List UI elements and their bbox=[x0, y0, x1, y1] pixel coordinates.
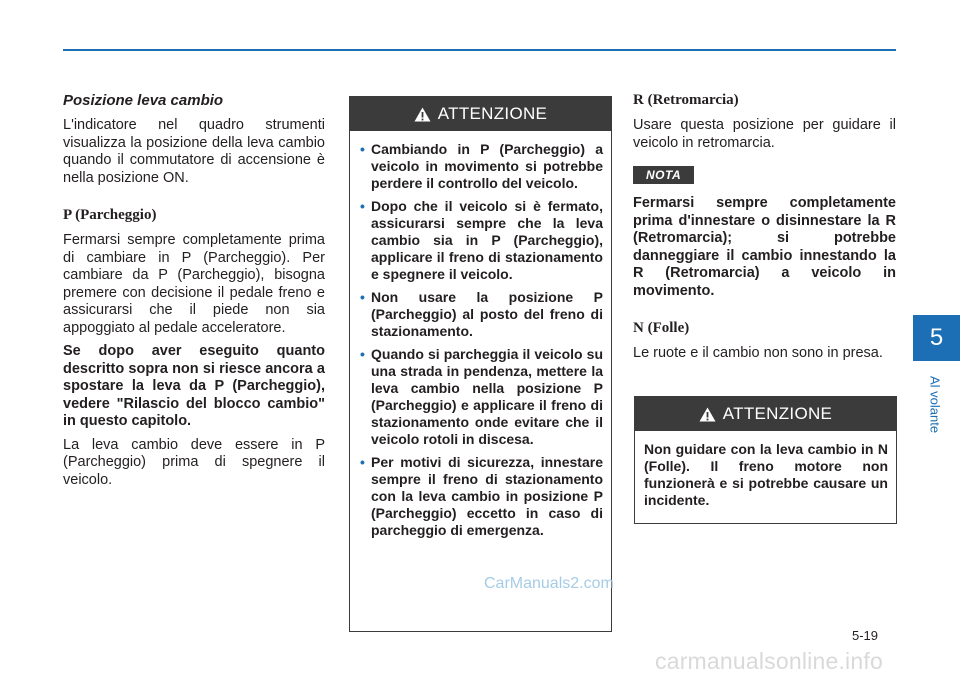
watermark-small: CarManuals2.com bbox=[484, 575, 614, 592]
warning-list bbox=[350, 131, 611, 539]
warning-box-park bbox=[349, 96, 612, 632]
warning-title: ATTENZIONE bbox=[437, 104, 548, 123]
warning-item: • Non usare la posizione P (Parcheggio) al posto del freno di stazionamento. bbox=[360, 289, 603, 339]
reverse-paragraph: Usare questa posizione per guidare il veicolo in retromarcia. bbox=[633, 117, 896, 151]
page-number: 5-19 bbox=[852, 628, 879, 643]
warning-triangle-icon bbox=[414, 107, 431, 122]
bullet-icon: • bbox=[360, 198, 365, 214]
warning-title: ATTENZIONE bbox=[722, 404, 833, 423]
right-column bbox=[633, 92, 896, 369]
warning-box-neutral bbox=[634, 396, 897, 524]
neutral-paragraph: Le ruote e il cambio non sono in presa. bbox=[633, 345, 883, 361]
park-paragraph: Fermarsi sempre completamente prima di cambiare in P (Parcheggio). Per cambiare da P (Parcheggio), bisogna premere con decisione il pedale freno e assicurarsi che il piede non sia appoggiato al pedale acceleratore. bbox=[63, 232, 325, 336]
section-heading-shift-position: Posizione leva cambio bbox=[63, 92, 224, 109]
warning-header bbox=[350, 97, 611, 131]
bullet-icon: • bbox=[360, 141, 365, 157]
reverse-heading: R (Retromarcia) bbox=[633, 92, 739, 108]
intro-paragraph: L'indicatore nel quadro strumenti visualizza la posizione della leva cambio quando il commutatore di accensione è nella posizione ON. bbox=[63, 117, 325, 186]
chapter-label: Al volante bbox=[927, 376, 943, 434]
bullet-icon: • bbox=[360, 454, 365, 470]
left-column bbox=[63, 92, 325, 495]
nota-paragraph: Fermarsi sempre completamente prima d'innestare o disinnestare la R (Retromarcia); si potrebbe danneggiare il cambio innestando la R (Retromarcia) a veicolo in movimento. bbox=[633, 195, 896, 299]
warning-item: • Dopo che il veicolo si è fermato, assicurarsi sempre che la leva cambio sia in P (Parcheggio), applicare il freno di stazionamento e spegnere il veicolo. bbox=[360, 198, 603, 282]
park-heading: P (Parcheggio) bbox=[63, 207, 157, 223]
warning-triangle-icon bbox=[699, 407, 716, 422]
warning-item: • Quando si parcheggia il veicolo su una strada in pendenza, mettere la leva cambio nella posizione P (Parcheggio) e applicare il freno di stazionamento onde evitare che il veicolo rotoli in discesa. bbox=[360, 346, 603, 447]
nota-badge: NOTA bbox=[633, 166, 694, 184]
park-bold-paragraph: Se dopo aver eseguito quanto descritto sopra non si riesce ancora a spostare la leva da P (Parcheggio), vedere "Rilascio del blocco cambio" in questo capitolo. bbox=[63, 343, 325, 429]
header-rule bbox=[63, 49, 896, 51]
warning-item: • Cambiando in P (Parcheggio) a veicolo in movimento si potrebbe perdere il controllo del veicolo. bbox=[360, 141, 603, 191]
warning-text: Non guidare con la leva cambio in N (Folle). Il freno motore non funzionerà e si potrebbe causare un incidente. bbox=[644, 441, 888, 508]
park-final-paragraph: La leva cambio deve essere in P (Parcheggio) prima di spegnere il veicolo. bbox=[63, 436, 325, 488]
neutral-heading: N (Folle) bbox=[633, 320, 690, 336]
watermark-large: carmanualsonline.info bbox=[655, 648, 883, 674]
warning-header bbox=[635, 397, 896, 431]
bullet-icon: • bbox=[360, 289, 365, 305]
warning-item: • Per motivi di sicurezza, innestare sempre il freno di stazionamento con la leva cambio in posizione P (Parcheggio) eccetto in caso di parcheggio di emergenza. bbox=[360, 454, 603, 538]
chapter-tab: 5 bbox=[913, 315, 960, 361]
bullet-icon: • bbox=[360, 346, 365, 362]
